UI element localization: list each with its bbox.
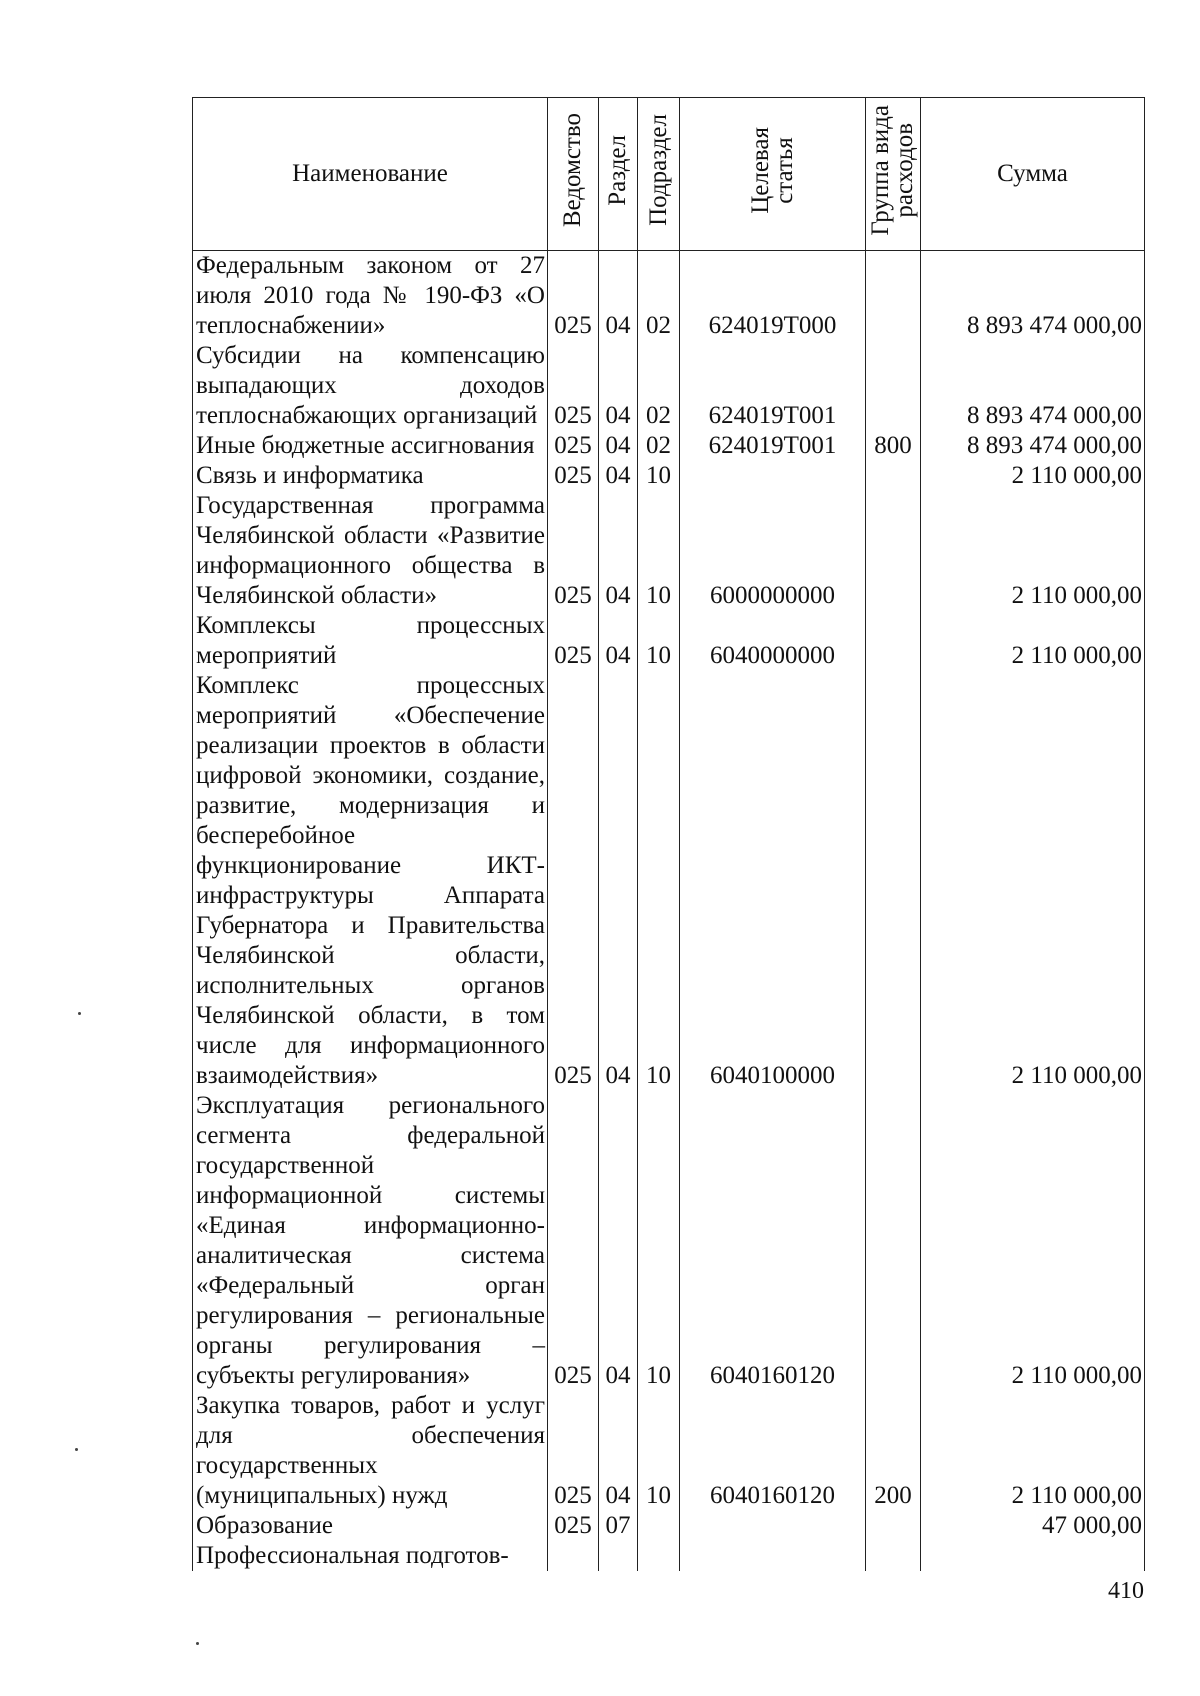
table-row (193, 461, 1145, 491)
table-row (193, 431, 1145, 461)
table-row (193, 611, 1145, 671)
row-gruppa (866, 1541, 921, 1571)
row-name: Закупка товаров, работ и услуг для обеспечения государственных (муниципальных) нужд (193, 1391, 548, 1511)
row-podrazdel (638, 1511, 680, 1541)
row-name: Комплекс процессных мероприятий «Обеспечение реализации проектов в области цифровой экономики, создание, развитие, модернизация и бесперебойное функционирование ИКТ-инфраструктуры Аппарата Губернатора и Правительства Челябинской области, исполнительных органов Челябинской области, в том числе для информационного взаимодействия» (193, 671, 548, 1091)
row-vedomstvo: 025 (548, 461, 599, 491)
row-gruppa: 200 (866, 1391, 921, 1511)
row-razdel: 04 (599, 251, 638, 342)
row-gruppa (866, 461, 921, 491)
row-podrazdel: 10 (638, 1391, 680, 1511)
row-podrazdel: 10 (638, 491, 680, 611)
row-vedomstvo: 025 (548, 1391, 599, 1511)
row-razdel (599, 1541, 638, 1571)
row-name: Комплексы процессных мероприятий (193, 611, 548, 671)
row-name: Субсидии на компенсацию выпадающих доходов теплоснабжающих организаций (193, 341, 548, 431)
row-summa (921, 1541, 1145, 1571)
row-summa: 47 000,00 (921, 1511, 1145, 1541)
row-celevaya-statya (680, 1541, 866, 1571)
row-summa: 2 110 000,00 (921, 1391, 1145, 1511)
table-row (193, 1511, 1145, 1541)
table-row (193, 1541, 1145, 1571)
table-row (193, 341, 1145, 431)
header-vedomstvo: Ведомство (548, 98, 599, 251)
row-podrazdel: 02 (638, 341, 680, 431)
row-gruppa (866, 1091, 921, 1391)
row-razdel: 04 (599, 461, 638, 491)
table-header-row (193, 98, 1145, 251)
row-podrazdel: 10 (638, 611, 680, 671)
row-vedomstvo: 025 (548, 1511, 599, 1541)
row-podrazdel (638, 1541, 680, 1571)
row-razdel: 04 (599, 1091, 638, 1391)
row-celevaya-statya: 6040000000 (680, 611, 866, 671)
row-podrazdel: 02 (638, 251, 680, 342)
header-name: Наименование (193, 98, 548, 251)
row-celevaya-statya: 624019Т001 (680, 431, 866, 461)
row-summa: 2 110 000,00 (921, 671, 1145, 1091)
table-row (193, 671, 1145, 1091)
row-gruppa (866, 491, 921, 611)
row-vedomstvo: 025 (548, 341, 599, 431)
row-name: Профессиональная подготов- (193, 1541, 548, 1571)
header-celevaya-statya: Целевая статья (680, 98, 866, 251)
row-celevaya-statya (680, 1511, 866, 1541)
row-vedomstvo: 025 (548, 671, 599, 1091)
row-summa: 8 893 474 000,00 (921, 341, 1145, 431)
row-celevaya-statya: 6000000000 (680, 491, 866, 611)
row-summa: 2 110 000,00 (921, 491, 1145, 611)
row-razdel: 04 (599, 671, 638, 1091)
table-row (193, 251, 1145, 342)
row-gruppa (866, 341, 921, 431)
row-vedomstvo (548, 1541, 599, 1571)
row-gruppa (866, 611, 921, 671)
row-summa: 2 110 000,00 (921, 611, 1145, 671)
row-podrazdel: 10 (638, 671, 680, 1091)
row-celevaya-statya: 624019Т000 (680, 251, 866, 342)
table-row (193, 491, 1145, 611)
header-razdel: Раздел (599, 98, 638, 251)
row-podrazdel: 10 (638, 461, 680, 491)
row-gruppa (866, 1511, 921, 1541)
budget-table (192, 97, 1145, 1571)
row-name: Связь и информатика (193, 461, 548, 491)
row-summa: 2 110 000,00 (921, 1091, 1145, 1391)
scan-speck (196, 1642, 199, 1645)
row-podrazdel: 02 (638, 431, 680, 461)
scan-speck (75, 1448, 78, 1451)
scan-speck (78, 1012, 81, 1015)
row-gruppa (866, 671, 921, 1091)
row-razdel: 07 (599, 1511, 638, 1541)
header-gruppa-vida-rashodov: Группа вида расходов (866, 98, 921, 251)
row-name: Эксплуатация регионального сегмента федеральной государственной информационной системы «Единая информационно-аналитическая система «Федеральный орган регулирования – региональные органы регулирования – субъекты регулирования» (193, 1091, 548, 1391)
row-vedomstvo: 025 (548, 611, 599, 671)
row-gruppa (866, 251, 921, 342)
row-razdel: 04 (599, 491, 638, 611)
row-vedomstvo: 025 (548, 431, 599, 461)
row-summa: 8 893 474 000,00 (921, 431, 1145, 461)
row-vedomstvo: 025 (548, 251, 599, 342)
row-razdel: 04 (599, 431, 638, 461)
row-name: Федеральным законом от 27 июля 2010 года № 190-ФЗ «О теплоснабжении» (193, 251, 548, 342)
table-row (193, 1391, 1145, 1511)
row-celevaya-statya (680, 461, 866, 491)
row-vedomstvo: 025 (548, 491, 599, 611)
row-summa: 2 110 000,00 (921, 461, 1145, 491)
row-razdel: 04 (599, 341, 638, 431)
row-celevaya-statya: 624019Т001 (680, 341, 866, 431)
row-name: Государственная программа Челябинской области «Развитие информационного общества в Челябинской области» (193, 491, 548, 611)
header-summa: Сумма (921, 98, 1145, 251)
row-celevaya-statya: 6040100000 (680, 671, 866, 1091)
row-gruppa: 800 (866, 431, 921, 461)
row-name: Иные бюджетные ассигнования (193, 431, 548, 461)
row-razdel: 04 (599, 611, 638, 671)
row-summa: 8 893 474 000,00 (921, 251, 1145, 342)
row-name: Образование (193, 1511, 548, 1541)
row-podrazdel: 10 (638, 1091, 680, 1391)
row-celevaya-statya: 6040160120 (680, 1091, 866, 1391)
row-razdel: 04 (599, 1391, 638, 1511)
row-celevaya-statya: 6040160120 (680, 1391, 866, 1511)
table-row (193, 1091, 1145, 1391)
header-podrazdel: Подраздел (638, 98, 680, 251)
page-number: 410 (1108, 1578, 1144, 1604)
row-vedomstvo: 025 (548, 1091, 599, 1391)
